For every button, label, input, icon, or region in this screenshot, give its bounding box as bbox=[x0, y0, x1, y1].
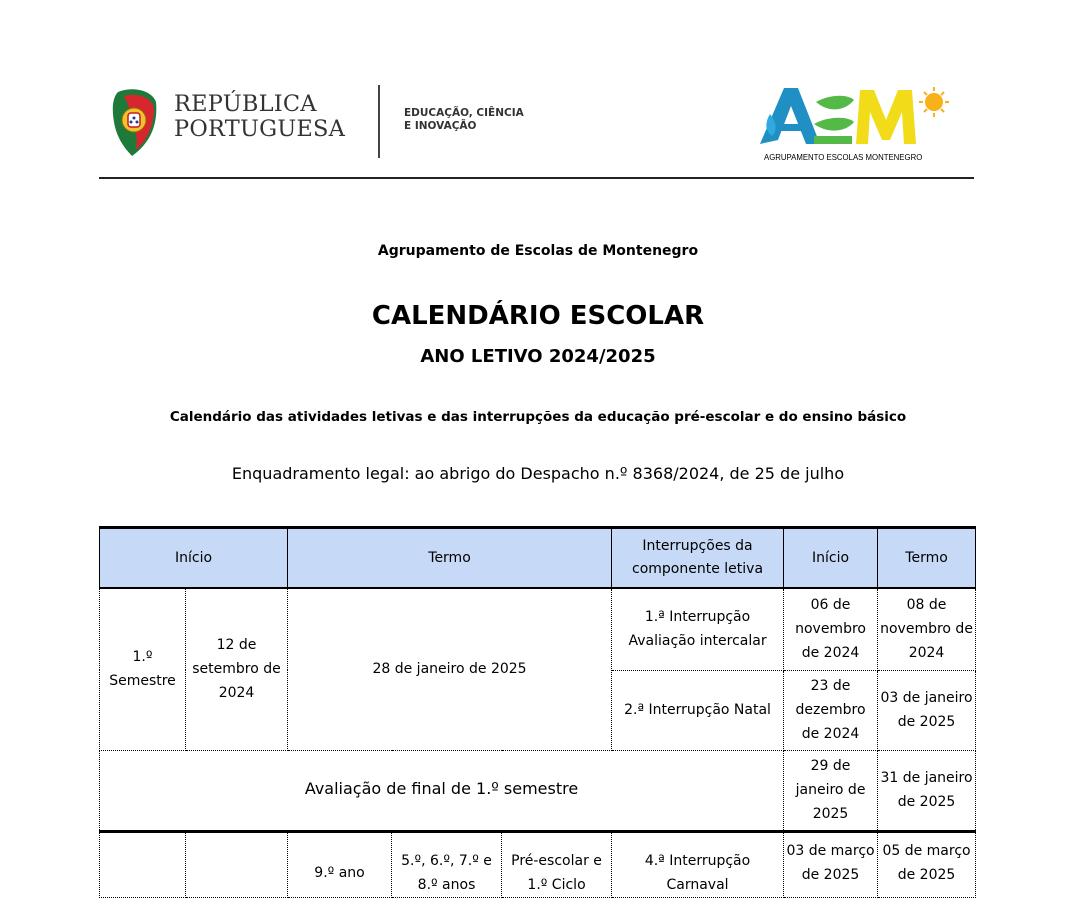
interruption-end: 08 de novembro de 2024 bbox=[878, 588, 976, 670]
republic-name bbox=[174, 92, 345, 142]
semester1-start: 12 de setembro de 2024 bbox=[186, 588, 288, 750]
interruption-start: 23 de dezembro de 2024 bbox=[784, 670, 878, 750]
document-header bbox=[0, 0, 1076, 180]
ministry-line2: E INOVAÇÃO bbox=[404, 120, 477, 132]
portuguese-republic-emblem-icon bbox=[108, 86, 160, 158]
table-row bbox=[100, 750, 976, 831]
school-calendar-table bbox=[99, 526, 976, 898]
header-termo-interrupcao: Termo bbox=[878, 528, 976, 589]
header-inicio-interrupcao: Início bbox=[784, 528, 878, 589]
semester2-end-grade9: 9.º ano bbox=[288, 831, 392, 897]
calendar-description: Calendário das atividades letivas e das interrupções da educação pré-escolar e do ensino básico bbox=[169, 409, 907, 425]
table-row bbox=[100, 588, 976, 670]
interruption-name: 1.ª Interrupção Avaliação intercalar bbox=[612, 588, 784, 670]
semester2-end-preschool: Pré-escolar e 1.º Ciclo bbox=[502, 831, 612, 897]
ministry-name bbox=[404, 107, 524, 133]
republic-name-line2: PORTUGUESA bbox=[174, 116, 346, 142]
header-inicio: Início bbox=[100, 528, 288, 589]
evaluation-label-text: Avaliação de final de 1.º semestre bbox=[304, 779, 579, 798]
evaluation-end: 31 de janeiro de 2025 bbox=[878, 750, 976, 831]
aem-logo-caption: AGRUPAMENTO ESCOLAS MONTENEGRO bbox=[764, 153, 923, 162]
ministry-line1: EDUCAÇÃO, CIÊNCIA bbox=[404, 107, 524, 119]
header-rule bbox=[99, 177, 974, 179]
interruption-end: 03 de janeiro de 2025 bbox=[878, 670, 976, 750]
interruption-start: 06 de novembro de 2024 bbox=[784, 588, 878, 670]
evaluation-label bbox=[100, 750, 784, 831]
header-separator bbox=[378, 85, 380, 158]
interruption-name: 2.ª Interrupção Natal bbox=[612, 670, 784, 750]
table-row bbox=[100, 831, 976, 897]
table-header-row bbox=[100, 528, 976, 589]
semester2-label bbox=[100, 831, 186, 897]
evaluation-start: 29 de janeiro de 2025 bbox=[784, 750, 878, 831]
semester1-end: 28 de janeiro de 2025 bbox=[288, 588, 612, 750]
semester2-end-grades5-8: 5.º, 6.º, 7.º e 8.º anos bbox=[392, 831, 502, 897]
semester2-start bbox=[186, 831, 288, 897]
interruption-start: 03 de março de 2025 bbox=[784, 831, 878, 897]
school-name: Agrupamento de Escolas de Montenegro bbox=[377, 243, 699, 259]
republic-name-line1: REPÚBLICA bbox=[174, 91, 317, 117]
legal-framework: Enquadramento legal: ao abrigo do Despacho n.º 8368/2024, de 25 de julho bbox=[231, 464, 845, 483]
header-termo: Termo bbox=[288, 528, 612, 589]
interruption-name: 4.ª Interrupção Carnaval bbox=[612, 831, 784, 897]
page-title: CALENDÁRIO ESCOLAR bbox=[371, 301, 705, 331]
interruption-end: 05 de março de 2025 bbox=[878, 831, 976, 897]
semester1-label: 1.º Semestre bbox=[100, 588, 186, 750]
school-year: ANO LETIVO 2024/2025 bbox=[420, 346, 656, 367]
header-interrupcoes: Interrupções da componente letiva bbox=[612, 528, 784, 589]
aem-school-logo bbox=[756, 84, 966, 164]
